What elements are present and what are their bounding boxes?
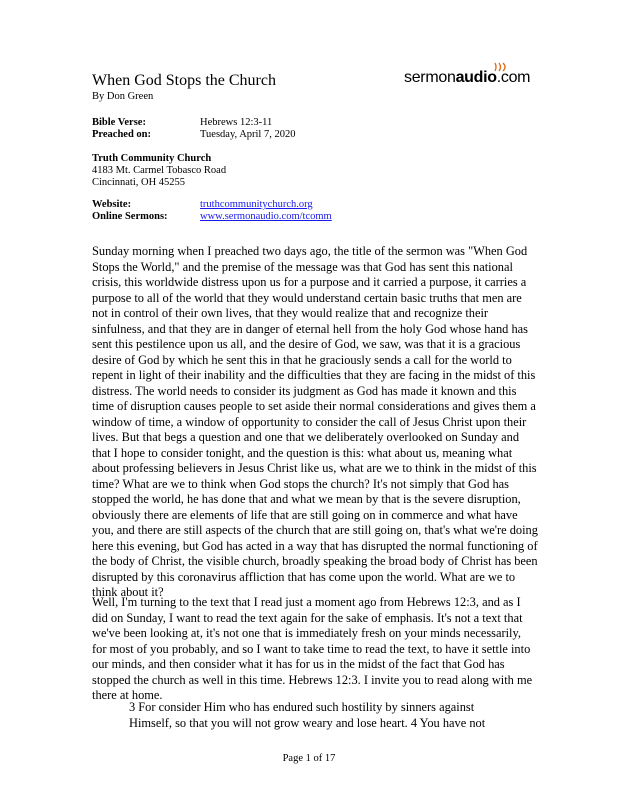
quote-line: 3 For consider Him who has endured such hostility by sinners against — [129, 700, 475, 714]
sermon-author: By Don Green — [92, 91, 154, 102]
scripture-quote — [129, 700, 529, 731]
paragraph-line: our minds, and then consider what it has for us in the midst of the fact that God has — [92, 657, 505, 671]
paragraph-line: for most of you probably, and so I want to take time to read the text, to have it settle into — [92, 641, 531, 656]
paragraph-line: disrupted by this coronavirus affliction that has come upon the world. What are we to — [92, 569, 516, 584]
sermon-title: When God Stops the Church — [92, 72, 276, 89]
paragraph-line: obviously there are elements of life that are still going on in commerce and what have — [92, 507, 518, 522]
logo-text-sermon: sermon — [404, 69, 456, 86]
church-name: Truth Community Church — [92, 153, 212, 164]
paragraph-line: here this evening, but God has acted in a way that has disrupted the normal functioning of — [92, 538, 538, 553]
paragraph-line: there at home. — [92, 688, 163, 702]
sermon-paragraph-2 — [92, 595, 532, 704]
church-address-line2: Cincinnati, OH 45255 — [92, 177, 186, 188]
church-info — [92, 153, 226, 189]
paragraph-line: Sunday morning when I preached two days ago, the title of the sermon was "When God — [92, 244, 528, 258]
paragraph-line: time of disruption causes people to set aside their normal considerations and gives them a — [92, 399, 536, 413]
quote-line: Himself, so that you will not grow weary and lose heart. 4 You have not — [129, 715, 486, 730]
paragraph-line: sent this pestilence upon us all, and the desire of God, we saw, was that it is a gracious — [92, 337, 521, 351]
paragraph-line: Well, I'm turning to the text that I read just a moment ago from Hebrews 12:3, and as I — [92, 595, 521, 609]
preached-on-value: Tuesday, April 7, 2020 — [200, 129, 296, 140]
paragraph-line: time? What are we to think when God stops the church? It's not simply that God has — [92, 476, 510, 491]
paragraph-line: window of time, a window of opportunity to consider the call of Jesus Christ upon their — [92, 414, 527, 429]
page-number: Page 1 of 17 — [282, 753, 336, 764]
paragraph-line: did on Sunday, I want to read the text again for the sake of emphasis. It's not a text that — [92, 610, 523, 625]
paragraph-line: sinfulness, and that they are in danger of eternal hell from the holy God whose hand has — [92, 321, 528, 336]
paragraph-line: repent in light of their inability and the difficulties that they are facing in the midst of this — [92, 368, 536, 382]
preached-on-label: Preached on: — [92, 129, 152, 140]
paragraph-line: you, and there are still aspects of the church that are still going on, that's what we're doing — [92, 523, 538, 537]
paragraph-line: Stops the World," and the premise of the message was that God has sent this national — [92, 259, 513, 274]
paragraph-line: purpose to all of the world that they would understand certain basic truths that men are — [92, 290, 522, 305]
paragraph-line: not in control of their own lives, that they would realize that and recognize their — [92, 306, 489, 320]
website-label: Website: — [92, 199, 132, 210]
paragraph-line: think about it? — [92, 585, 164, 599]
paragraph-line: desire of God by which he sent this in that he graciously sends a call for the world to — [92, 352, 512, 367]
logo-text-com: .com — [496, 69, 531, 86]
paragraph-line: lives. But that begs a question and one that we deliberately overlooked on Sunday and — [92, 430, 520, 444]
paragraph-line: that I hope to consider tonight, and the question is this: what about us, meaning what — [92, 445, 513, 460]
paragraph-line: about professing believers in Jesus Christ like us, what are we to think in the midst of this — [92, 461, 537, 475]
paragraph-line: the body of Christ, the visible church, broadly speaking the broad body of Christ has been — [92, 554, 538, 568]
paragraph-line: distress. The world needs to consider its judgment as God has made it known and this — [92, 383, 517, 398]
broadcast-wave-icon — [493, 62, 507, 72]
sermon-paragraph-1 — [92, 244, 538, 601]
website-link[interactable]: truthcommunitychurch.org — [200, 199, 313, 210]
logo-text-audio: audio — [455, 69, 497, 86]
bible-verse-value: Hebrews 12:3-11 — [200, 117, 273, 128]
paragraph-line: stopped the world, he has done that and what we mean by that is the severe disruption, — [92, 492, 521, 506]
online-sermons-link[interactable]: www.sermonaudio.com/tcomm — [200, 211, 332, 222]
church-address-line1: 4183 Mt. Carmel Tobasco Road — [92, 165, 227, 176]
paragraph-line: we've been looking at, it's not one that is immediately fresh on your minds necessarily, — [92, 626, 521, 640]
paragraph-line: stopped the church as well in this time. Hebrews 12:3. I invite you to read along with me — [92, 672, 533, 687]
paragraph-line: crisis, this worldwide distress upon us for a purpose and it carried a purpose, it carries a — [92, 275, 527, 289]
bible-verse-label: Bible Verse: — [92, 117, 146, 128]
online-sermons-label: Online Sermons: — [92, 211, 168, 222]
sermonaudio-logo[interactable] — [404, 69, 530, 87]
